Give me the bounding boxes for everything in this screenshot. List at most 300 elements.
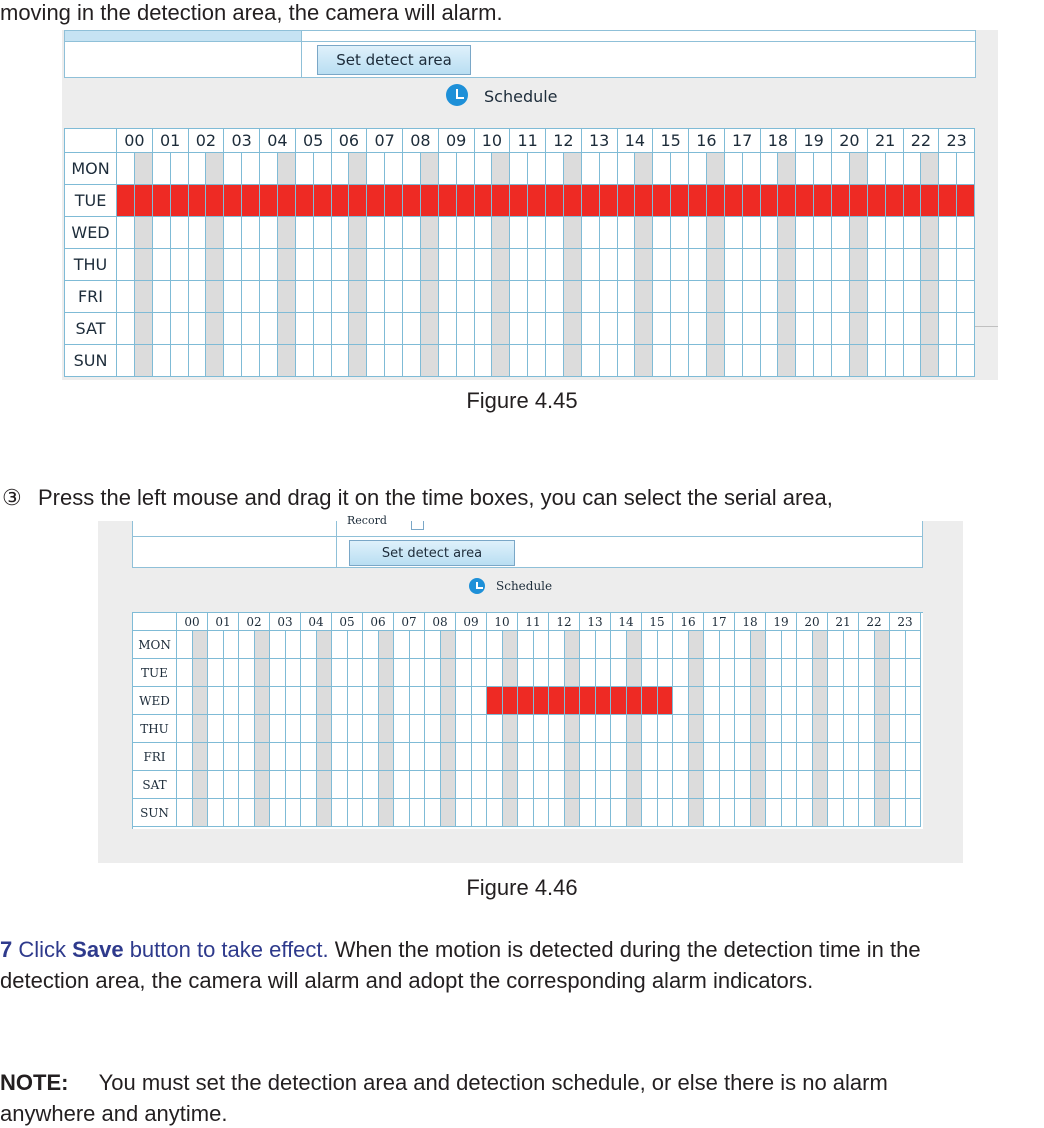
- time-slot-wed-15-00[interactable]: [642, 687, 658, 715]
- time-slot-wed-10-30[interactable]: [503, 687, 519, 715]
- time-slot-fri-05-00[interactable]: [296, 281, 314, 313]
- time-slot-wed-17-00[interactable]: [704, 687, 720, 715]
- time-slot-fri-17-00[interactable]: [704, 743, 720, 771]
- time-slot-thu-02-00[interactable]: [189, 249, 207, 281]
- time-slot-wed-11-00[interactable]: [510, 217, 528, 249]
- time-slot-fri-10-30[interactable]: [503, 743, 519, 771]
- time-slot-sun-04-00[interactable]: [301, 799, 317, 827]
- time-slot-fri-18-30[interactable]: [778, 281, 796, 313]
- time-slot-wed-03-00[interactable]: [224, 217, 242, 249]
- time-slot-sun-06-00[interactable]: [332, 345, 350, 377]
- time-slot-thu-19-00[interactable]: [766, 715, 782, 743]
- time-slot-thu-06-30[interactable]: [349, 249, 367, 281]
- time-slot-fri-13-00[interactable]: [580, 743, 596, 771]
- time-slot-sun-05-00[interactable]: [296, 345, 314, 377]
- time-slot-mon-16-30[interactable]: [689, 631, 705, 659]
- time-slot-fri-03-00[interactable]: [270, 743, 286, 771]
- time-slot-thu-07-30[interactable]: [410, 715, 426, 743]
- time-slot-tue-00-00[interactable]: [117, 185, 135, 217]
- time-slot-sat-09-30[interactable]: [472, 771, 488, 799]
- time-slot-mon-04-00[interactable]: [260, 153, 278, 185]
- time-slot-sun-22-30[interactable]: [875, 799, 891, 827]
- time-slot-tue-15-30[interactable]: [658, 659, 674, 687]
- time-slot-thu-23-30[interactable]: [906, 715, 922, 743]
- time-slot-wed-13-00[interactable]: [582, 217, 600, 249]
- time-slot-sat-20-30[interactable]: [813, 771, 829, 799]
- time-slot-mon-20-30[interactable]: [813, 631, 829, 659]
- time-slot-sun-23-00[interactable]: [890, 799, 906, 827]
- time-slot-thu-04-00[interactable]: [260, 249, 278, 281]
- time-slot-wed-15-00[interactable]: [653, 217, 671, 249]
- time-slot-thu-21-00[interactable]: [828, 715, 844, 743]
- time-slot-mon-19-30[interactable]: [782, 631, 798, 659]
- time-slot-thu-17-30[interactable]: [743, 249, 761, 281]
- time-slot-tue-16-00[interactable]: [689, 185, 707, 217]
- time-slot-thu-18-00[interactable]: [735, 715, 751, 743]
- time-slot-thu-13-30[interactable]: [600, 249, 618, 281]
- time-slot-wed-09-00[interactable]: [439, 217, 457, 249]
- time-slot-sat-12-00[interactable]: [546, 313, 564, 345]
- time-slot-fri-06-00[interactable]: [363, 743, 379, 771]
- time-slot-wed-00-00[interactable]: [177, 687, 193, 715]
- time-slot-sat-14-30[interactable]: [635, 313, 653, 345]
- time-slot-tue-17-00[interactable]: [704, 659, 720, 687]
- time-slot-mon-21-00[interactable]: [868, 153, 886, 185]
- time-slot-tue-22-30[interactable]: [875, 659, 891, 687]
- time-slot-fri-23-30[interactable]: [957, 281, 975, 313]
- time-slot-thu-09-30[interactable]: [457, 249, 475, 281]
- time-slot-sun-02-00[interactable]: [189, 345, 207, 377]
- time-slot-wed-09-00[interactable]: [456, 687, 472, 715]
- time-slot-thu-00-00[interactable]: [177, 715, 193, 743]
- time-slot-wed-20-00[interactable]: [832, 217, 850, 249]
- time-slot-sun-10-30[interactable]: [503, 799, 519, 827]
- time-slot-tue-21-00[interactable]: [868, 185, 886, 217]
- time-slot-wed-02-30[interactable]: [255, 687, 271, 715]
- time-slot-wed-02-00[interactable]: [239, 687, 255, 715]
- time-slot-wed-14-30[interactable]: [635, 217, 653, 249]
- time-slot-mon-04-30[interactable]: [317, 631, 333, 659]
- time-slot-thu-12-00[interactable]: [549, 715, 565, 743]
- time-slot-sun-11-30[interactable]: [528, 345, 546, 377]
- time-slot-sun-20-00[interactable]: [797, 799, 813, 827]
- time-slot-thu-10-30[interactable]: [503, 715, 519, 743]
- time-slot-sat-23-30[interactable]: [906, 771, 922, 799]
- time-slot-sat-07-30[interactable]: [410, 771, 426, 799]
- time-slot-sat-03-30[interactable]: [242, 313, 260, 345]
- time-slot-wed-17-30[interactable]: [720, 687, 736, 715]
- time-slot-tue-13-30[interactable]: [600, 185, 618, 217]
- time-slot-sat-11-00[interactable]: [518, 771, 534, 799]
- time-slot-thu-18-30[interactable]: [778, 249, 796, 281]
- time-slot-wed-01-00[interactable]: [208, 687, 224, 715]
- time-slot-sun-20-30[interactable]: [850, 345, 868, 377]
- time-slot-mon-17-30[interactable]: [743, 153, 761, 185]
- time-slot-sat-13-30[interactable]: [600, 313, 618, 345]
- time-slot-tue-09-30[interactable]: [472, 659, 488, 687]
- time-slot-sat-08-00[interactable]: [403, 313, 421, 345]
- time-slot-tue-23-30[interactable]: [957, 185, 975, 217]
- time-slot-thu-09-00[interactable]: [439, 249, 457, 281]
- time-slot-fri-10-00[interactable]: [475, 281, 493, 313]
- time-slot-sun-17-00[interactable]: [725, 345, 743, 377]
- time-slot-tue-01-00[interactable]: [208, 659, 224, 687]
- time-slot-wed-21-30[interactable]: [886, 217, 904, 249]
- time-slot-tue-02-00[interactable]: [189, 185, 207, 217]
- time-slot-tue-15-30[interactable]: [671, 185, 689, 217]
- time-slot-fri-12-30[interactable]: [565, 743, 581, 771]
- time-slot-thu-08-00[interactable]: [425, 715, 441, 743]
- time-slot-thu-23-00[interactable]: [939, 249, 957, 281]
- time-slot-sun-11-30[interactable]: [534, 799, 550, 827]
- time-slot-tue-11-00[interactable]: [510, 185, 528, 217]
- time-slot-sat-16-00[interactable]: [673, 771, 689, 799]
- time-slot-tue-04-00[interactable]: [260, 185, 278, 217]
- time-slot-wed-16-30[interactable]: [689, 687, 705, 715]
- time-slot-tue-00-00[interactable]: [177, 659, 193, 687]
- time-slot-mon-11-30[interactable]: [534, 631, 550, 659]
- time-slot-tue-13-30[interactable]: [596, 659, 612, 687]
- time-slot-tue-08-30[interactable]: [421, 185, 439, 217]
- time-slot-sat-04-00[interactable]: [301, 771, 317, 799]
- time-slot-thu-21-00[interactable]: [868, 249, 886, 281]
- time-slot-sun-17-30[interactable]: [743, 345, 761, 377]
- time-slot-tue-10-00[interactable]: [475, 185, 493, 217]
- time-slot-sat-20-00[interactable]: [832, 313, 850, 345]
- time-slot-wed-06-00[interactable]: [332, 217, 350, 249]
- time-slot-thu-10-00[interactable]: [475, 249, 493, 281]
- time-slot-tue-13-00[interactable]: [580, 659, 596, 687]
- time-slot-thu-22-30[interactable]: [875, 715, 891, 743]
- time-slot-fri-09-30[interactable]: [472, 743, 488, 771]
- time-slot-thu-14-00[interactable]: [618, 249, 636, 281]
- time-slot-sun-15-00[interactable]: [653, 345, 671, 377]
- time-slot-fri-08-30[interactable]: [441, 743, 457, 771]
- time-slot-sat-09-00[interactable]: [439, 313, 457, 345]
- time-slot-fri-14-00[interactable]: [618, 281, 636, 313]
- time-slot-sat-04-00[interactable]: [260, 313, 278, 345]
- time-slot-thu-20-30[interactable]: [850, 249, 868, 281]
- time-slot-wed-12-00[interactable]: [546, 217, 564, 249]
- time-slot-thu-21-30[interactable]: [886, 249, 904, 281]
- time-slot-sun-07-00[interactable]: [394, 799, 410, 827]
- time-slot-thu-23-30[interactable]: [957, 249, 975, 281]
- time-slot-wed-14-00[interactable]: [611, 687, 627, 715]
- time-slot-sat-00-00[interactable]: [117, 313, 135, 345]
- time-slot-sat-01-30[interactable]: [224, 771, 240, 799]
- time-slot-sun-03-30[interactable]: [286, 799, 302, 827]
- time-slot-sat-02-30[interactable]: [206, 313, 224, 345]
- time-slot-thu-16-30[interactable]: [689, 715, 705, 743]
- time-slot-mon-10-00[interactable]: [487, 631, 503, 659]
- time-slot-wed-04-00[interactable]: [301, 687, 317, 715]
- time-slot-sun-13-00[interactable]: [582, 345, 600, 377]
- time-slot-tue-06-00[interactable]: [363, 659, 379, 687]
- time-slot-mon-03-00[interactable]: [224, 153, 242, 185]
- time-slot-sun-05-30[interactable]: [314, 345, 332, 377]
- time-slot-sat-17-00[interactable]: [725, 313, 743, 345]
- time-slot-sun-03-30[interactable]: [242, 345, 260, 377]
- time-slot-sat-15-00[interactable]: [653, 313, 671, 345]
- time-slot-fri-09-00[interactable]: [456, 743, 472, 771]
- time-slot-sat-16-00[interactable]: [689, 313, 707, 345]
- time-slot-wed-07-30[interactable]: [385, 217, 403, 249]
- time-slot-wed-01-00[interactable]: [153, 217, 171, 249]
- time-slot-wed-08-30[interactable]: [421, 217, 439, 249]
- time-slot-tue-02-30[interactable]: [206, 185, 224, 217]
- time-slot-sat-12-30[interactable]: [565, 771, 581, 799]
- time-slot-wed-05-00[interactable]: [296, 217, 314, 249]
- time-slot-sat-19-30[interactable]: [782, 771, 798, 799]
- time-slot-thu-18-30[interactable]: [751, 715, 767, 743]
- time-slot-sat-22-00[interactable]: [904, 313, 922, 345]
- time-slot-tue-07-30[interactable]: [410, 659, 426, 687]
- time-slot-wed-16-00[interactable]: [673, 687, 689, 715]
- time-slot-tue-12-00[interactable]: [546, 185, 564, 217]
- time-slot-sun-09-00[interactable]: [439, 345, 457, 377]
- time-slot-sun-19-00[interactable]: [766, 799, 782, 827]
- time-slot-mon-21-00[interactable]: [828, 631, 844, 659]
- time-slot-wed-05-00[interactable]: [332, 687, 348, 715]
- time-slot-fri-19-30[interactable]: [814, 281, 832, 313]
- time-slot-wed-21-30[interactable]: [844, 687, 860, 715]
- time-slot-fri-07-30[interactable]: [385, 281, 403, 313]
- time-slot-sun-12-30[interactable]: [564, 345, 582, 377]
- time-slot-sat-11-30[interactable]: [528, 313, 546, 345]
- set-detect-area-button[interactable]: Set detect area: [349, 540, 515, 566]
- time-slot-sun-05-00[interactable]: [332, 799, 348, 827]
- time-slot-tue-09-00[interactable]: [439, 185, 457, 217]
- time-slot-fri-15-00[interactable]: [642, 743, 658, 771]
- time-slot-sat-15-00[interactable]: [642, 771, 658, 799]
- time-slot-sun-01-30[interactable]: [224, 799, 240, 827]
- time-slot-tue-14-00[interactable]: [611, 659, 627, 687]
- time-slot-sat-16-30[interactable]: [689, 771, 705, 799]
- time-slot-mon-23-00[interactable]: [890, 631, 906, 659]
- time-slot-sun-03-00[interactable]: [270, 799, 286, 827]
- time-slot-fri-03-00[interactable]: [224, 281, 242, 313]
- time-slot-wed-18-30[interactable]: [778, 217, 796, 249]
- time-slot-mon-06-00[interactable]: [363, 631, 379, 659]
- time-slot-sat-13-00[interactable]: [580, 771, 596, 799]
- time-slot-wed-06-30[interactable]: [379, 687, 395, 715]
- time-slot-sat-08-00[interactable]: [425, 771, 441, 799]
- time-slot-sun-07-30[interactable]: [410, 799, 426, 827]
- time-slot-fri-20-30[interactable]: [850, 281, 868, 313]
- time-slot-tue-00-30[interactable]: [193, 659, 209, 687]
- time-slot-fri-00-00[interactable]: [177, 743, 193, 771]
- time-slot-sun-09-30[interactable]: [472, 799, 488, 827]
- time-slot-sat-10-00[interactable]: [487, 771, 503, 799]
- time-slot-thu-09-00[interactable]: [456, 715, 472, 743]
- time-slot-mon-01-30[interactable]: [224, 631, 240, 659]
- time-slot-mon-04-00[interactable]: [301, 631, 317, 659]
- time-slot-tue-15-00[interactable]: [653, 185, 671, 217]
- time-slot-mon-22-30[interactable]: [921, 153, 939, 185]
- time-slot-mon-17-00[interactable]: [704, 631, 720, 659]
- time-slot-tue-03-00[interactable]: [270, 659, 286, 687]
- time-slot-mon-23-00[interactable]: [939, 153, 957, 185]
- time-slot-mon-00-30[interactable]: [135, 153, 153, 185]
- time-slot-sat-23-00[interactable]: [939, 313, 957, 345]
- time-slot-thu-13-00[interactable]: [580, 715, 596, 743]
- time-slot-wed-02-30[interactable]: [206, 217, 224, 249]
- time-slot-sat-05-30[interactable]: [348, 771, 364, 799]
- time-slot-thu-07-00[interactable]: [394, 715, 410, 743]
- time-slot-thu-22-00[interactable]: [904, 249, 922, 281]
- time-slot-thu-03-00[interactable]: [270, 715, 286, 743]
- time-slot-wed-03-30[interactable]: [242, 217, 260, 249]
- time-slot-sun-21-30[interactable]: [844, 799, 860, 827]
- time-slot-sat-07-00[interactable]: [394, 771, 410, 799]
- time-slot-fri-11-30[interactable]: [534, 743, 550, 771]
- time-slot-sun-02-00[interactable]: [239, 799, 255, 827]
- time-slot-tue-16-00[interactable]: [673, 659, 689, 687]
- time-slot-mon-12-00[interactable]: [549, 631, 565, 659]
- time-slot-tue-02-00[interactable]: [239, 659, 255, 687]
- time-slot-thu-12-30[interactable]: [564, 249, 582, 281]
- time-slot-fri-08-00[interactable]: [403, 281, 421, 313]
- time-slot-wed-05-30[interactable]: [314, 217, 332, 249]
- time-slot-thu-03-30[interactable]: [286, 715, 302, 743]
- time-slot-sun-05-30[interactable]: [348, 799, 364, 827]
- time-slot-thu-15-30[interactable]: [658, 715, 674, 743]
- time-slot-tue-19-00[interactable]: [796, 185, 814, 217]
- time-slot-thu-20-00[interactable]: [797, 715, 813, 743]
- time-slot-sun-16-30[interactable]: [689, 799, 705, 827]
- time-slot-sun-07-30[interactable]: [385, 345, 403, 377]
- time-slot-sun-00-00[interactable]: [177, 799, 193, 827]
- time-slot-wed-09-30[interactable]: [457, 217, 475, 249]
- time-slot-mon-18-00[interactable]: [735, 631, 751, 659]
- time-slot-sat-01-30[interactable]: [171, 313, 189, 345]
- time-slot-sat-17-30[interactable]: [720, 771, 736, 799]
- time-slot-sun-08-00[interactable]: [425, 799, 441, 827]
- time-slot-wed-12-30[interactable]: [565, 687, 581, 715]
- time-slot-tue-14-30[interactable]: [635, 185, 653, 217]
- time-slot-sat-21-30[interactable]: [886, 313, 904, 345]
- time-slot-mon-20-00[interactable]: [797, 631, 813, 659]
- time-slot-thu-15-00[interactable]: [653, 249, 671, 281]
- time-slot-mon-13-30[interactable]: [600, 153, 618, 185]
- time-slot-mon-09-00[interactable]: [456, 631, 472, 659]
- time-slot-tue-10-30[interactable]: [492, 185, 510, 217]
- time-slot-fri-05-30[interactable]: [314, 281, 332, 313]
- time-slot-sun-08-30[interactable]: [421, 345, 439, 377]
- time-slot-thu-14-30[interactable]: [627, 715, 643, 743]
- time-slot-fri-00-30[interactable]: [135, 281, 153, 313]
- time-slot-tue-03-00[interactable]: [224, 185, 242, 217]
- time-slot-mon-19-30[interactable]: [814, 153, 832, 185]
- time-slot-fri-21-30[interactable]: [844, 743, 860, 771]
- time-slot-wed-19-00[interactable]: [766, 687, 782, 715]
- time-slot-fri-04-00[interactable]: [301, 743, 317, 771]
- time-slot-thu-19-30[interactable]: [782, 715, 798, 743]
- time-slot-sun-14-30[interactable]: [627, 799, 643, 827]
- time-slot-thu-07-00[interactable]: [367, 249, 385, 281]
- time-slot-fri-15-00[interactable]: [653, 281, 671, 313]
- time-slot-sat-10-30[interactable]: [503, 771, 519, 799]
- time-slot-thu-05-30[interactable]: [348, 715, 364, 743]
- time-slot-fri-18-00[interactable]: [735, 743, 751, 771]
- time-slot-mon-05-30[interactable]: [314, 153, 332, 185]
- time-slot-tue-18-30[interactable]: [751, 659, 767, 687]
- time-slot-tue-20-00[interactable]: [832, 185, 850, 217]
- time-slot-mon-08-00[interactable]: [403, 153, 421, 185]
- time-slot-sat-22-30[interactable]: [875, 771, 891, 799]
- time-slot-thu-02-30[interactable]: [206, 249, 224, 281]
- time-slot-fri-02-00[interactable]: [239, 743, 255, 771]
- time-slot-sun-22-00[interactable]: [859, 799, 875, 827]
- time-slot-wed-17-00[interactable]: [725, 217, 743, 249]
- time-slot-sat-03-00[interactable]: [270, 771, 286, 799]
- time-slot-sat-05-30[interactable]: [314, 313, 332, 345]
- time-slot-sun-13-30[interactable]: [596, 799, 612, 827]
- time-slot-wed-10-00[interactable]: [487, 687, 503, 715]
- time-slot-mon-22-30[interactable]: [875, 631, 891, 659]
- time-slot-fri-09-00[interactable]: [439, 281, 457, 313]
- time-slot-tue-21-30[interactable]: [886, 185, 904, 217]
- time-slot-sun-16-00[interactable]: [673, 799, 689, 827]
- time-slot-sun-04-00[interactable]: [260, 345, 278, 377]
- time-slot-sun-16-30[interactable]: [707, 345, 725, 377]
- time-slot-tue-04-30[interactable]: [278, 185, 296, 217]
- time-slot-wed-14-30[interactable]: [627, 687, 643, 715]
- time-slot-mon-07-00[interactable]: [394, 631, 410, 659]
- time-slot-mon-13-30[interactable]: [596, 631, 612, 659]
- time-slot-sun-06-00[interactable]: [363, 799, 379, 827]
- time-slot-sat-02-00[interactable]: [189, 313, 207, 345]
- time-slot-sat-11-00[interactable]: [510, 313, 528, 345]
- time-slot-sat-16-30[interactable]: [707, 313, 725, 345]
- time-slot-fri-02-30[interactable]: [255, 743, 271, 771]
- time-slot-mon-00-00[interactable]: [177, 631, 193, 659]
- time-slot-thu-06-30[interactable]: [379, 715, 395, 743]
- time-slot-sat-18-00[interactable]: [761, 313, 779, 345]
- time-slot-tue-06-00[interactable]: [332, 185, 350, 217]
- time-slot-sun-10-30[interactable]: [492, 345, 510, 377]
- time-slot-wed-23-00[interactable]: [939, 217, 957, 249]
- time-slot-thu-01-00[interactable]: [153, 249, 171, 281]
- time-slot-thu-00-00[interactable]: [117, 249, 135, 281]
- time-slot-fri-11-30[interactable]: [528, 281, 546, 313]
- time-slot-sun-15-00[interactable]: [642, 799, 658, 827]
- time-slot-sun-10-00[interactable]: [475, 345, 493, 377]
- time-slot-sun-04-30[interactable]: [278, 345, 296, 377]
- time-slot-sat-08-30[interactable]: [421, 313, 439, 345]
- time-slot-sat-14-00[interactable]: [618, 313, 636, 345]
- time-slot-fri-21-00[interactable]: [828, 743, 844, 771]
- time-slot-sun-07-00[interactable]: [367, 345, 385, 377]
- time-slot-tue-12-30[interactable]: [565, 659, 581, 687]
- time-slot-fri-01-00[interactable]: [208, 743, 224, 771]
- time-slot-sun-02-30[interactable]: [255, 799, 271, 827]
- time-slot-fri-13-30[interactable]: [600, 281, 618, 313]
- time-slot-sat-07-30[interactable]: [385, 313, 403, 345]
- time-slot-fri-08-30[interactable]: [421, 281, 439, 313]
- time-slot-mon-09-30[interactable]: [457, 153, 475, 185]
- time-slot-fri-00-30[interactable]: [193, 743, 209, 771]
- time-slot-mon-14-30[interactable]: [635, 153, 653, 185]
- time-slot-fri-18-30[interactable]: [751, 743, 767, 771]
- time-slot-fri-17-30[interactable]: [743, 281, 761, 313]
- time-slot-wed-00-00[interactable]: [117, 217, 135, 249]
- time-slot-tue-22-00[interactable]: [904, 185, 922, 217]
- time-slot-fri-18-00[interactable]: [761, 281, 779, 313]
- time-slot-tue-15-00[interactable]: [642, 659, 658, 687]
- time-slot-sat-14-30[interactable]: [627, 771, 643, 799]
- time-slot-wed-17-30[interactable]: [743, 217, 761, 249]
